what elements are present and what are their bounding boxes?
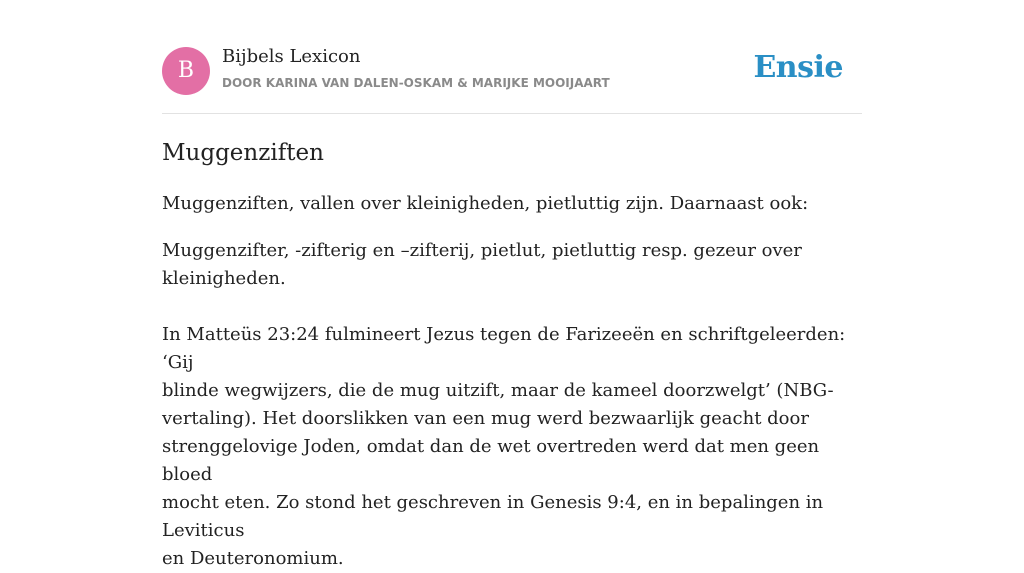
ensie-logo[interactable]: Ensie xyxy=(753,50,843,85)
entry-paragraph-origin: In Matteüs 23:24 fulmineert Jezus tegen de Farizeeën en schriftgeleerden: ‘Gij blinde wegwijzers, die de mug uitzift, maar de kameel doorzwelgt’ (NBG- vertaling). Het doorslikken van een mug werd bezwaarlijk geacht door strenggelovige Joden, omdat dan de wet overtreden werd dat men geen bloed mocht eten. Zo stond het geschreven in Genesis 9:4, en in bepalingen in Leviticus en Deuteronomium. xyxy=(162,324,846,569)
header-divider xyxy=(162,113,862,114)
entry-paragraph-definition: Muggenziften, vallen over kleinigheden, pietluttig zijn. Daarnaast ook: xyxy=(162,193,809,214)
entry-content xyxy=(162,136,862,573)
author-byline: DOOR KARINA VAN DALEN-OSKAM & MARIJKE MOOIJAART xyxy=(222,76,610,90)
book-header xyxy=(162,46,862,96)
entry-title: Muggenziften xyxy=(162,140,324,166)
book-title-link[interactable]: Bijbels Lexicon xyxy=(222,46,361,67)
book-avatar[interactable]: B xyxy=(162,47,210,95)
entry-paragraph-derivations: Muggenzifter, -zifterig en –zifterij, pietlut, pietluttig resp. gezeur over kleinigheden. xyxy=(162,240,802,289)
